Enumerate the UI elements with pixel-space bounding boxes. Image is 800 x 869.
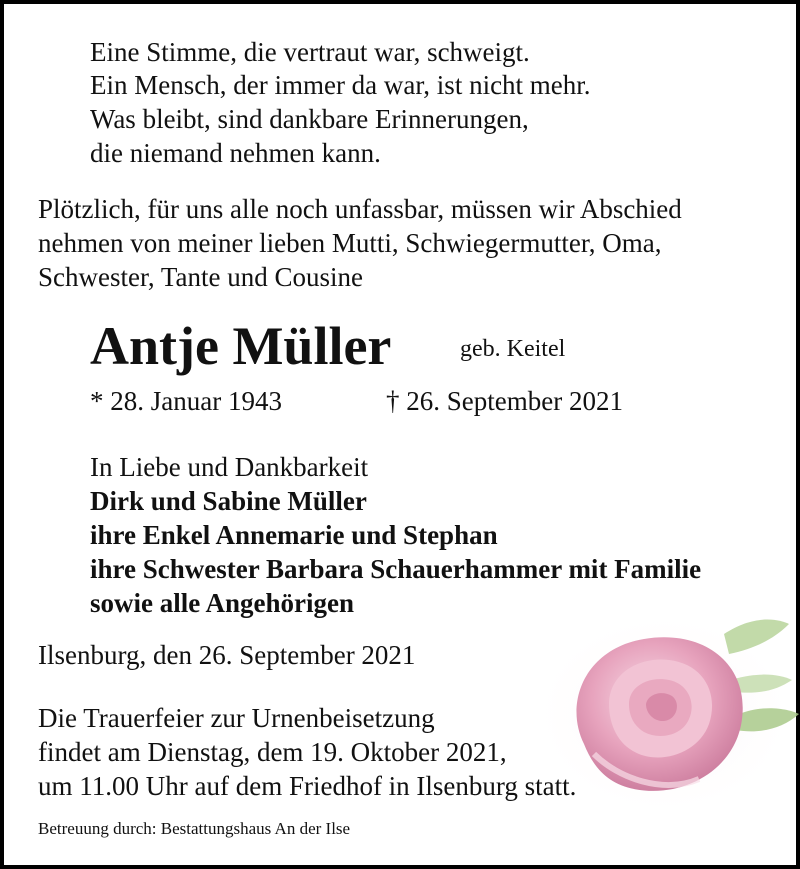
- place-date: Ilsenburg, den 26. September 2021: [38, 640, 416, 670]
- intro-line: Schwester, Tante und Cousine: [38, 262, 363, 292]
- funeral-line: findet am Dienstag, dem 19. Oktober 2021,: [38, 737, 507, 767]
- funeral-line: Die Trauerfeier zur Urnenbeisetzung: [38, 703, 435, 733]
- mourners-intro: In Liebe und Dankbarkeit: [90, 452, 369, 482]
- funeral-line: um 11.00 Uhr auf dem Friedhof in Ilsenburg statt.: [38, 771, 577, 801]
- intro-line: nehmen von meiner lieben Mutti, Schwiegermutter, Oma,: [38, 228, 662, 258]
- poem-line: die niemand nehmen kann.: [90, 138, 381, 168]
- intro-line: Plötzlich, für uns alle noch unfassbar, müssen wir Abschied: [38, 194, 682, 224]
- mourner-line: ihre Enkel Annemarie und Stephan: [90, 520, 498, 550]
- birth-date: * 28. Januar 1943: [90, 386, 282, 416]
- maiden-name: geb. Keitel: [460, 336, 566, 362]
- funeral-home-credit: Betreuung durch: Bestattungshaus An der Ilse: [38, 819, 351, 838]
- mourner-line: sowie alle Angehörigen: [90, 588, 354, 618]
- poem-line: Was bleibt, sind dankbare Erinnerungen,: [90, 104, 529, 134]
- poem-line: Ein Mensch, der immer da war, ist nicht mehr.: [90, 70, 591, 100]
- mourner-line: Dirk und Sabine Müller: [90, 486, 367, 516]
- mourner-line: ihre Schwester Barbara Schauerhammer mit Familie: [90, 554, 702, 584]
- death-date: † 26. September 2021: [386, 386, 623, 416]
- deceased-name: Antje Müller: [90, 316, 392, 376]
- poem-line: Eine Stimme, die vertraut war, schweigt.: [90, 37, 530, 67]
